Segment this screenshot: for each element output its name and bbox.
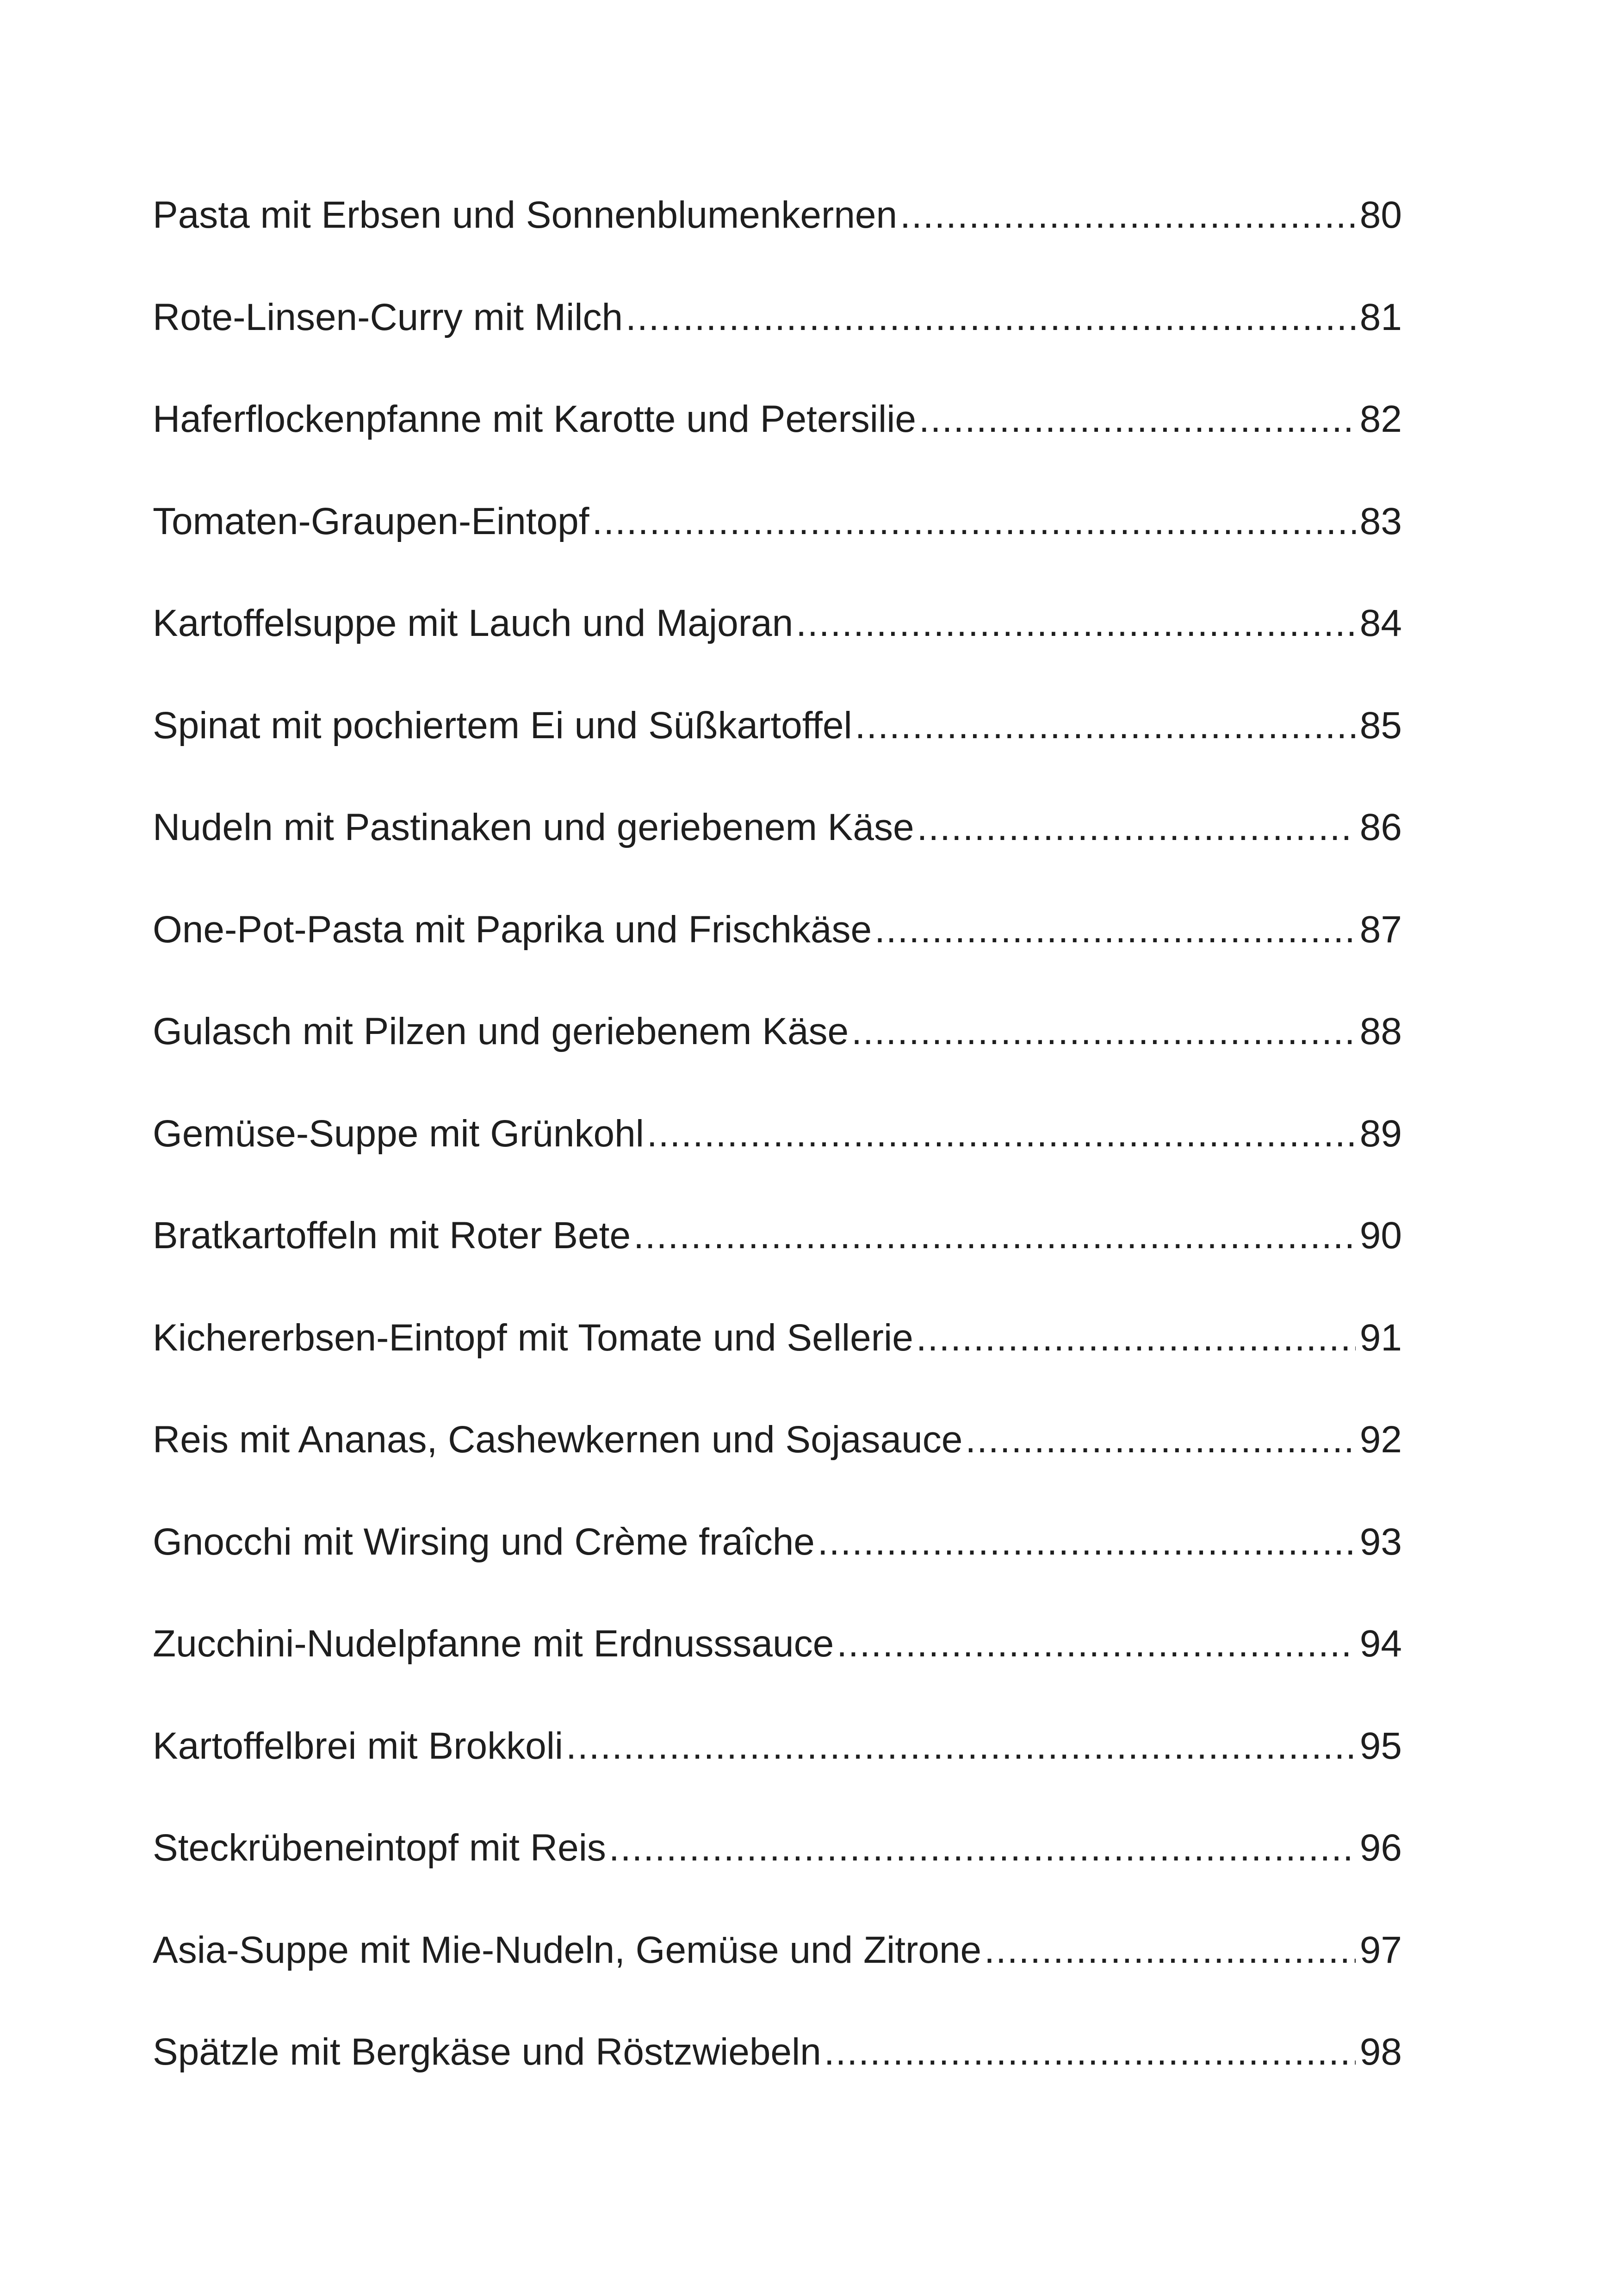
toc-leader-dots: [647, 1115, 1356, 1153]
toc-entry[interactable]: [153, 1797, 1402, 1899]
toc-entry[interactable]: [153, 164, 1402, 267]
toc-entry[interactable]: [153, 1287, 1402, 1389]
toc-entry-page: 96: [1359, 1827, 1402, 1869]
toc-entry[interactable]: [153, 1899, 1402, 2002]
toc-entry-title: Spätzle mit Bergkäse und Röstzwiebeln: [153, 2031, 821, 2073]
toc-entry-title: Kartoffelsuppe mit Lauch und Majoran: [153, 602, 794, 645]
toc-entry-title: Steckrübeneintopf mit Reis: [153, 1827, 606, 1869]
toc-entry[interactable]: [153, 1185, 1402, 1287]
toc-entry-title: Gulasch mit Pilzen und geriebenem Käse: [153, 1010, 849, 1053]
toc-entry-title: Gnocchi mit Wirsing und Crème fraîche: [153, 1520, 815, 1563]
toc-entry-page: 92: [1359, 1419, 1402, 1461]
toc-entry-title: Tomaten-Graupen-Eintopf: [153, 500, 589, 542]
toc-entry-page: 93: [1359, 1520, 1402, 1563]
toc-entry-title: Zucchini-Nudelpfanne mit Erdnusssauce: [153, 1623, 834, 1665]
toc-leader-dots: [900, 196, 1356, 234]
toc-leader-dots: [851, 1013, 1356, 1051]
toc-entry-page: 95: [1359, 1724, 1402, 1767]
toc-leader-dots: [917, 809, 1356, 846]
toc-entry-page: 86: [1359, 806, 1402, 849]
toc-leader-dots: [855, 707, 1356, 745]
toc-entry-page: 90: [1359, 1214, 1402, 1257]
toc-entry[interactable]: [153, 777, 1402, 879]
toc-entry[interactable]: [153, 368, 1402, 471]
table-of-contents: [153, 164, 1402, 2103]
toc-entry[interactable]: [153, 2001, 1402, 2103]
toc-entry-page: 81: [1359, 296, 1402, 338]
toc-entry-title: Rote-Linsen-Curry mit Milch: [153, 296, 623, 338]
toc-entry-title: Spinat mit pochiertem Ei und Süßkartoffel: [153, 704, 852, 747]
toc-entry-page: 82: [1359, 398, 1402, 441]
toc-entry[interactable]: [153, 879, 1402, 981]
toc-leader-dots: [818, 1523, 1356, 1561]
toc-entry-page: 94: [1359, 1623, 1402, 1665]
toc-leader-dots: [984, 1931, 1356, 1969]
toc-entry[interactable]: [153, 1695, 1402, 1798]
toc-leader-dots: [592, 503, 1356, 541]
toc-entry[interactable]: [153, 471, 1402, 573]
toc-entry-title: Kichererbsen-Eintopf mit Tomate und Sellerie: [153, 1316, 913, 1359]
toc-leader-dots: [566, 1727, 1356, 1765]
toc-entry[interactable]: [153, 981, 1402, 1083]
toc-entry-page: 84: [1359, 602, 1402, 645]
toc-entry-page: 88: [1359, 1010, 1402, 1053]
toc-entry[interactable]: [153, 1389, 1402, 1491]
toc-leader-dots: [916, 1319, 1356, 1357]
toc-entry-page: 89: [1359, 1112, 1402, 1155]
toc-entry[interactable]: [153, 1593, 1402, 1695]
toc-leader-dots: [837, 1625, 1356, 1663]
toc-entry-title: Kartoffelbrei mit Brokkoli: [153, 1724, 564, 1767]
toc-entry-title: Haferflockenpfanne mit Karotte und Petersilie: [153, 398, 917, 441]
toc-entry-title: Nudeln mit Pastinaken und geriebenem Käse: [153, 806, 914, 849]
toc-entry-page: 80: [1359, 194, 1402, 236]
toc-entry-page: 85: [1359, 704, 1402, 747]
toc-entry-title: Pasta mit Erbsen und Sonnenblumenkernen: [153, 194, 898, 236]
toc-entry-title: One-Pot-Pasta mit Paprika und Frischkäse: [153, 908, 872, 951]
toc-entry-page: 91: [1359, 1316, 1402, 1359]
toc-entry-page: 97: [1359, 1929, 1402, 1971]
toc-leader-dots: [965, 1421, 1356, 1459]
toc-entry[interactable]: [153, 1083, 1402, 1185]
toc-entry[interactable]: [153, 572, 1402, 675]
toc-entry-title: Gemüse-Suppe mit Grünkohl: [153, 1112, 644, 1155]
toc-leader-dots: [609, 1829, 1356, 1867]
toc-entry-title: Reis mit Ananas, Cashewkernen und Sojasauce: [153, 1419, 963, 1461]
toc-leader-dots: [633, 1217, 1356, 1255]
toc-entry-title: Asia-Suppe mit Mie-Nudeln, Gemüse und Zitrone: [153, 1929, 982, 1971]
toc-leader-dots: [796, 604, 1356, 642]
toc-leader-dots: [874, 911, 1356, 949]
toc-entry[interactable]: [153, 1491, 1402, 1593]
toc-entry-page: 87: [1359, 908, 1402, 951]
toc-leader-dots: [919, 400, 1356, 438]
toc-entry[interactable]: [153, 267, 1402, 369]
toc-entry-title: Bratkartoffeln mit Roter Bete: [153, 1214, 631, 1257]
toc-leader-dots: [824, 2033, 1356, 2071]
toc-entry[interactable]: [153, 675, 1402, 777]
toc-leader-dots: [626, 299, 1356, 336]
toc-entry-page: 98: [1359, 2031, 1402, 2073]
toc-entry-page: 83: [1359, 500, 1402, 542]
